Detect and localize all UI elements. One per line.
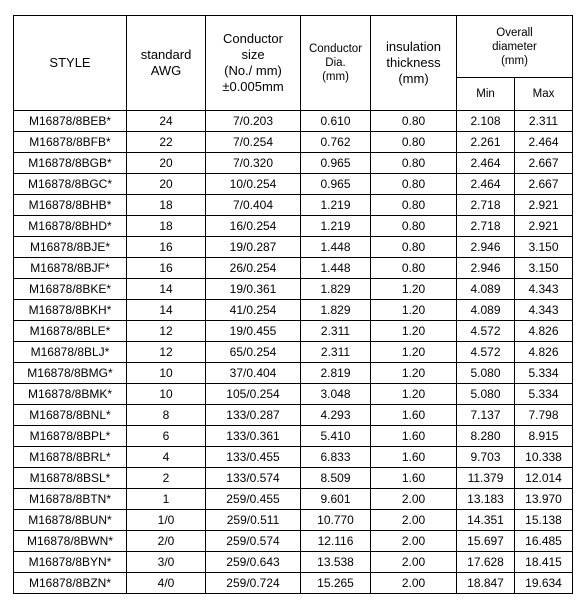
cell-insulation: 2.00: [371, 573, 457, 594]
header-conductor-dia: Conductor Dia. (mm): [301, 16, 371, 111]
header-overall-diameter: Overall diameter (mm): [457, 16, 573, 78]
cell-min-diameter: 14.351: [457, 510, 515, 531]
cell-insulation: 1.60: [371, 426, 457, 447]
table-row: [14, 237, 573, 258]
cell-conductor-dia: 2.311: [301, 321, 371, 342]
cell-conductor-dia: 1.829: [301, 300, 371, 321]
cell-min-diameter: 5.080: [457, 363, 515, 384]
cell-max-diameter: 12.014: [515, 468, 573, 489]
cell-insulation: 1.20: [371, 363, 457, 384]
cell-min-diameter: 4.572: [457, 342, 515, 363]
cell-conductor-dia: 4.293: [301, 405, 371, 426]
cell-conductor-dia: 1.219: [301, 195, 371, 216]
table-row: [14, 489, 573, 510]
cell-insulation: 0.80: [371, 111, 457, 132]
cell-insulation: 2.00: [371, 531, 457, 552]
cell-conductor-dia: 0.965: [301, 153, 371, 174]
cell-max-diameter: 3.150: [515, 258, 573, 279]
cell-insulation: 0.80: [371, 237, 457, 258]
cell-insulation: 1.20: [371, 342, 457, 363]
cell-min-diameter: 4.089: [457, 279, 515, 300]
cell-conductor-size: 7/0.404: [206, 195, 301, 216]
table-row: [14, 552, 573, 573]
cell-insulation: 0.80: [371, 258, 457, 279]
header-row-top: [14, 16, 573, 78]
cell-min-diameter: 2.464: [457, 153, 515, 174]
cell-insulation: 0.80: [371, 174, 457, 195]
cell-style: M16878/8BZN*: [14, 573, 127, 594]
cell-style: M16878/8BUN*: [14, 510, 127, 531]
cell-conductor-size: 259/0.643: [206, 552, 301, 573]
cell-insulation: 0.80: [371, 132, 457, 153]
cell-max-diameter: 4.826: [515, 321, 573, 342]
table-row: [14, 468, 573, 489]
cell-max-diameter: 4.343: [515, 279, 573, 300]
cell-max-diameter: 10.338: [515, 447, 573, 468]
cell-style: M16878/8BJE*: [14, 237, 127, 258]
cell-conductor-size: 133/0.574: [206, 468, 301, 489]
cell-awg: 18: [127, 216, 206, 237]
cell-awg: 20: [127, 174, 206, 195]
cell-insulation: 2.00: [371, 510, 457, 531]
cell-insulation: 1.60: [371, 405, 457, 426]
table-row: [14, 195, 573, 216]
cell-conductor-dia: 3.048: [301, 384, 371, 405]
cell-insulation: 0.80: [371, 153, 457, 174]
cell-insulation: 1.60: [371, 468, 457, 489]
cell-conductor-size: 133/0.287: [206, 405, 301, 426]
cell-insulation: 1.20: [371, 321, 457, 342]
cell-min-diameter: 2.718: [457, 195, 515, 216]
cell-min-diameter: 15.697: [457, 531, 515, 552]
cell-conductor-size: 37/0.404: [206, 363, 301, 384]
cell-max-diameter: 13.970: [515, 489, 573, 510]
table-row: [14, 426, 573, 447]
cell-style: M16878/8BHD*: [14, 216, 127, 237]
cell-awg: 10: [127, 384, 206, 405]
cell-style: M16878/8BLJ*: [14, 342, 127, 363]
cell-awg: 2: [127, 468, 206, 489]
cell-insulation: 0.80: [371, 216, 457, 237]
cell-awg: 22: [127, 132, 206, 153]
cell-conductor-size: 259/0.511: [206, 510, 301, 531]
cell-conductor-dia: 0.762: [301, 132, 371, 153]
cell-awg: 8: [127, 405, 206, 426]
cell-max-diameter: 2.311: [515, 111, 573, 132]
cell-insulation: 2.00: [371, 552, 457, 573]
cell-conductor-dia: 2.311: [301, 342, 371, 363]
cell-awg: 1/0: [127, 510, 206, 531]
table-row: [14, 216, 573, 237]
cell-max-diameter: 19.634: [515, 573, 573, 594]
cell-min-diameter: 18.847: [457, 573, 515, 594]
cell-awg: 3/0: [127, 552, 206, 573]
cell-awg: 24: [127, 111, 206, 132]
cell-conductor-dia: 10.770: [301, 510, 371, 531]
cell-min-diameter: 2.108: [457, 111, 515, 132]
wire-spec-table: [13, 15, 573, 594]
cell-style: M16878/8BMG*: [14, 363, 127, 384]
cell-min-diameter: 2.946: [457, 258, 515, 279]
cell-awg: 6: [127, 426, 206, 447]
cell-conductor-size: 259/0.724: [206, 573, 301, 594]
cell-insulation: 0.80: [371, 195, 457, 216]
cell-conductor-dia: 12.116: [301, 531, 371, 552]
cell-conductor-size: 259/0.574: [206, 531, 301, 552]
cell-conductor-dia: 1.829: [301, 279, 371, 300]
table-row: [14, 363, 573, 384]
cell-max-diameter: 16.485: [515, 531, 573, 552]
cell-conductor-size: 7/0.254: [206, 132, 301, 153]
table-row: [14, 321, 573, 342]
cell-conductor-size: 19/0.287: [206, 237, 301, 258]
cell-min-diameter: 17.628: [457, 552, 515, 573]
cell-style: M16878/8BGC*: [14, 174, 127, 195]
cell-max-diameter: 2.667: [515, 174, 573, 195]
spec-table-container: [13, 15, 573, 594]
cell-awg: 4: [127, 447, 206, 468]
cell-awg: 16: [127, 237, 206, 258]
cell-style: M16878/8BYN*: [14, 552, 127, 573]
cell-style: M16878/8BRL*: [14, 447, 127, 468]
cell-conductor-size: 7/0.203: [206, 111, 301, 132]
cell-style: M16878/8BMK*: [14, 384, 127, 405]
cell-style: M16878/8BLE*: [14, 321, 127, 342]
cell-conductor-dia: 13.538: [301, 552, 371, 573]
table-row: [14, 153, 573, 174]
cell-conductor-size: 259/0.455: [206, 489, 301, 510]
cell-insulation: 1.20: [371, 279, 457, 300]
table-row: [14, 111, 573, 132]
cell-conductor-size: 133/0.361: [206, 426, 301, 447]
cell-min-diameter: 13.183: [457, 489, 515, 510]
cell-min-diameter: 2.261: [457, 132, 515, 153]
cell-insulation: 1.20: [371, 300, 457, 321]
cell-conductor-dia: 0.610: [301, 111, 371, 132]
table-row: [14, 405, 573, 426]
cell-conductor-dia: 5.410: [301, 426, 371, 447]
cell-style: M16878/8BPL*: [14, 426, 127, 447]
cell-conductor-size: 10/0.254: [206, 174, 301, 195]
header-insulation-thickness: insulation thickness (mm): [371, 16, 457, 111]
cell-max-diameter: 7.798: [515, 405, 573, 426]
cell-style: M16878/8BKH*: [14, 300, 127, 321]
cell-awg: 12: [127, 342, 206, 363]
cell-conductor-dia: 15.265: [301, 573, 371, 594]
cell-max-diameter: 8.915: [515, 426, 573, 447]
cell-max-diameter: 2.921: [515, 216, 573, 237]
cell-min-diameter: 4.572: [457, 321, 515, 342]
cell-max-diameter: 2.921: [515, 195, 573, 216]
cell-style: M16878/8BHB*: [14, 195, 127, 216]
cell-awg: 2/0: [127, 531, 206, 552]
cell-min-diameter: 5.080: [457, 384, 515, 405]
table-row: [14, 342, 573, 363]
cell-awg: 4/0: [127, 573, 206, 594]
cell-min-diameter: 11.379: [457, 468, 515, 489]
cell-conductor-size: 19/0.455: [206, 321, 301, 342]
cell-style: M16878/8BSL*: [14, 468, 127, 489]
table-row: [14, 132, 573, 153]
cell-conductor-size: 26/0.254: [206, 258, 301, 279]
cell-style: M16878/8BWN*: [14, 531, 127, 552]
table-row: [14, 510, 573, 531]
cell-conductor-size: 7/0.320: [206, 153, 301, 174]
cell-conductor-dia: 0.965: [301, 174, 371, 195]
cell-conductor-size: 105/0.254: [206, 384, 301, 405]
cell-min-diameter: 7.137: [457, 405, 515, 426]
table-row: [14, 573, 573, 594]
cell-conductor-size: 41/0.254: [206, 300, 301, 321]
cell-awg: 10: [127, 363, 206, 384]
cell-conductor-dia: 1.448: [301, 237, 371, 258]
table-row: [14, 279, 573, 300]
cell-awg: 16: [127, 258, 206, 279]
cell-awg: 14: [127, 300, 206, 321]
cell-max-diameter: 5.334: [515, 363, 573, 384]
table-header: [14, 16, 573, 111]
cell-awg: 18: [127, 195, 206, 216]
cell-style: M16878/8BJF*: [14, 258, 127, 279]
cell-style: M16878/8BTN*: [14, 489, 127, 510]
cell-max-diameter: 3.150: [515, 237, 573, 258]
cell-style: M16878/8BFB*: [14, 132, 127, 153]
cell-style: M16878/8BNL*: [14, 405, 127, 426]
cell-awg: 14: [127, 279, 206, 300]
cell-conductor-dia: 8.509: [301, 468, 371, 489]
cell-max-diameter: 5.334: [515, 384, 573, 405]
cell-conductor-size: 133/0.455: [206, 447, 301, 468]
header-min: Min: [457, 78, 515, 111]
cell-conductor-size: 16/0.254: [206, 216, 301, 237]
cell-conductor-dia: 2.819: [301, 363, 371, 384]
cell-insulation: 2.00: [371, 489, 457, 510]
cell-conductor-size: 19/0.361: [206, 279, 301, 300]
cell-conductor-dia: 9.601: [301, 489, 371, 510]
cell-awg: 1: [127, 489, 206, 510]
cell-style: M16878/8BEB*: [14, 111, 127, 132]
header-max: Max: [515, 78, 573, 111]
table-row: [14, 447, 573, 468]
cell-conductor-size: 65/0.254: [206, 342, 301, 363]
table-row: [14, 384, 573, 405]
cell-insulation: 1.60: [371, 447, 457, 468]
table-row: [14, 174, 573, 195]
cell-conductor-dia: 1.219: [301, 216, 371, 237]
cell-min-diameter: 8.280: [457, 426, 515, 447]
header-conductor-size: Conductor size (No./ mm) ±0.005mm: [206, 16, 301, 111]
cell-style: M16878/8BGB*: [14, 153, 127, 174]
cell-max-diameter: 18.415: [515, 552, 573, 573]
header-style: STYLE: [14, 16, 127, 111]
cell-min-diameter: 2.464: [457, 174, 515, 195]
cell-max-diameter: 2.667: [515, 153, 573, 174]
cell-max-diameter: 4.343: [515, 300, 573, 321]
cell-conductor-dia: 6.833: [301, 447, 371, 468]
cell-style: M16878/8BKE*: [14, 279, 127, 300]
table-row: [14, 300, 573, 321]
table-row: [14, 258, 573, 279]
cell-max-diameter: 15.138: [515, 510, 573, 531]
cell-min-diameter: 4.089: [457, 300, 515, 321]
header-awg: standard AWG: [127, 16, 206, 111]
table-body: [14, 111, 573, 594]
cell-min-diameter: 9.703: [457, 447, 515, 468]
table-row: [14, 531, 573, 552]
cell-awg: 20: [127, 153, 206, 174]
cell-min-diameter: 2.718: [457, 216, 515, 237]
cell-conductor-dia: 1.448: [301, 258, 371, 279]
cell-max-diameter: 2.464: [515, 132, 573, 153]
cell-awg: 12: [127, 321, 206, 342]
cell-max-diameter: 4.826: [515, 342, 573, 363]
cell-insulation: 1.20: [371, 384, 457, 405]
cell-min-diameter: 2.946: [457, 237, 515, 258]
